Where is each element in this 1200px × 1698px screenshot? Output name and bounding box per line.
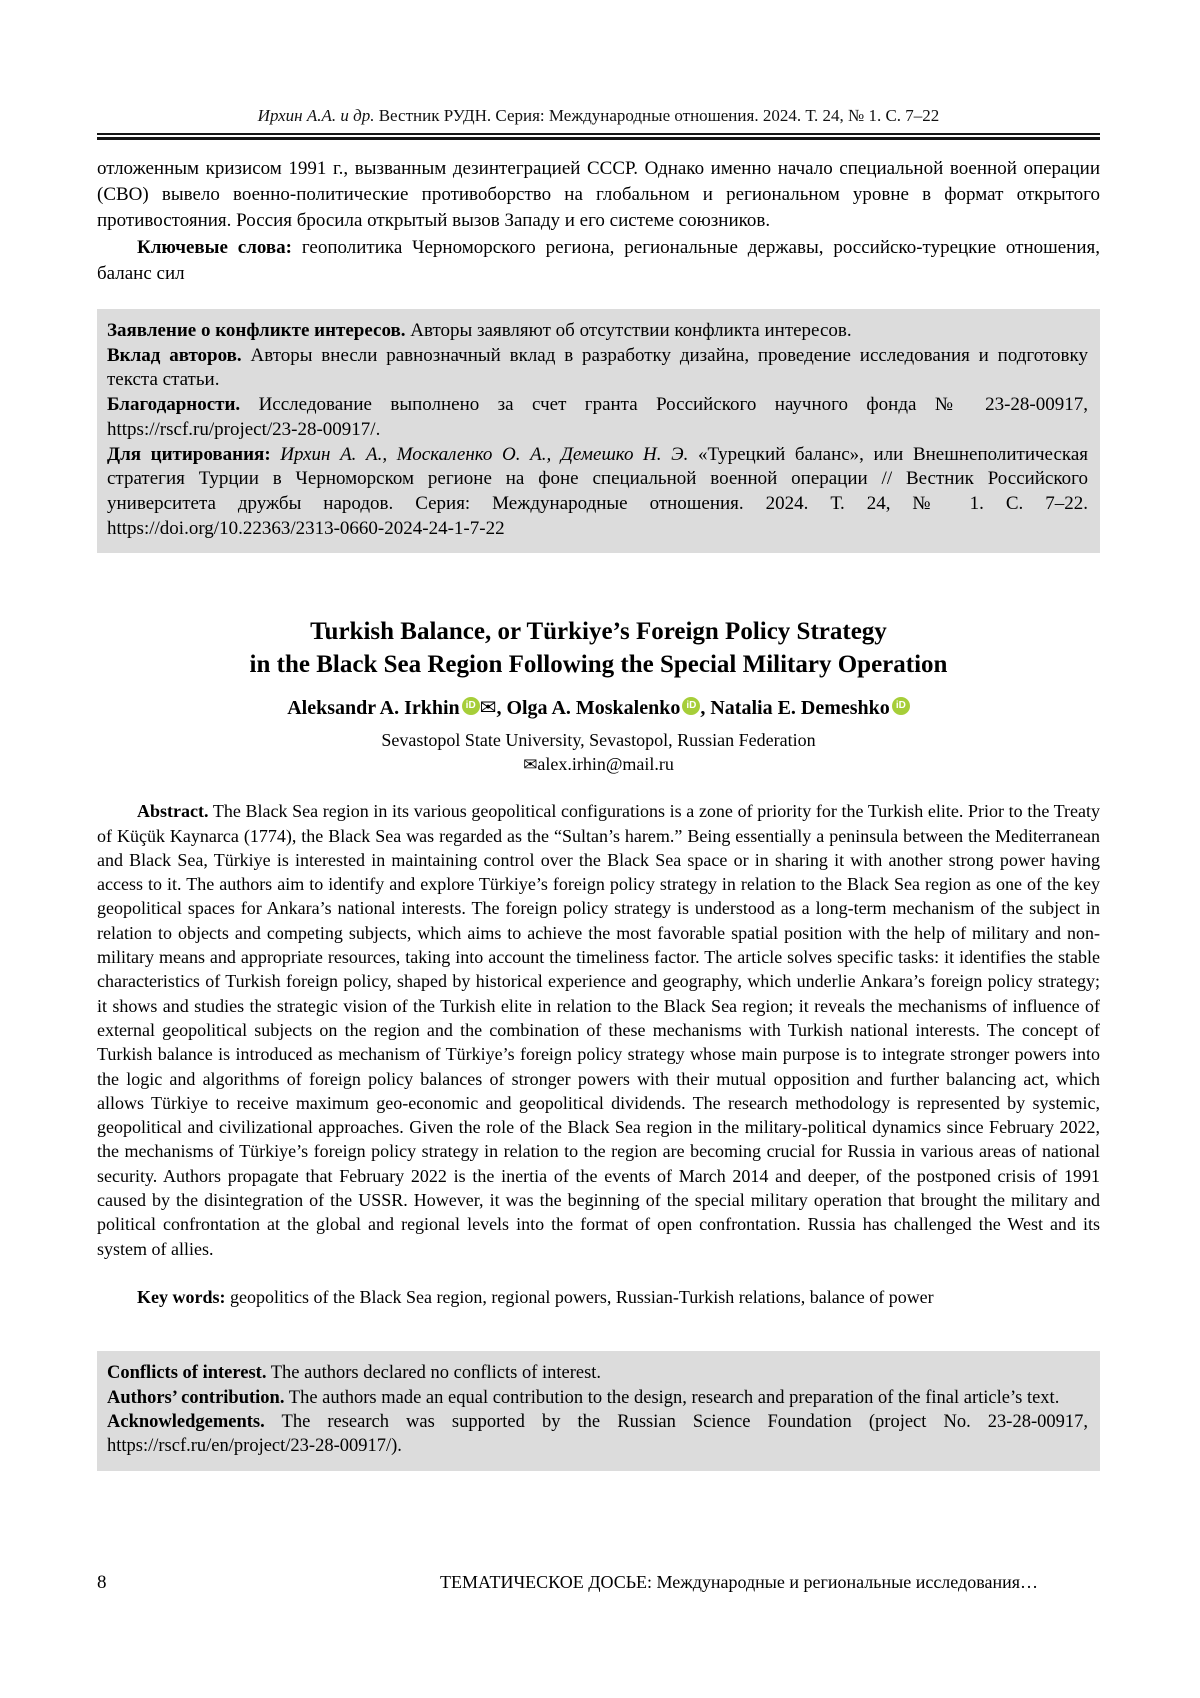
conflict-label-en: Conflicts of interest.	[107, 1363, 267, 1384]
conflict-text-ru: Авторы заявляют об отсутствии конфликта интересов.	[405, 320, 852, 342]
orcid-icon	[462, 697, 480, 715]
keywords-ru-label: Ключевые слова:	[137, 236, 292, 258]
author-name: Aleksandr A. Irkhin	[287, 697, 460, 720]
abstract-label: Abstract.	[137, 801, 209, 822]
citation-statement-ru	[107, 443, 1088, 542]
contribution-text-en: The authors made an equal contribution to the design, research and preparation of the final article’s text.	[284, 1387, 1060, 1408]
orcid-icon-label: iD	[895, 700, 906, 712]
citation-authors-ru: Ирхин А. А., Москаленко О. А., Демешко Н. Э.	[270, 443, 689, 465]
acknowledgements-label-en: Acknowledgements.	[107, 1412, 265, 1433]
intro-paragraph: отложенным кризисом 1991 г., вызванным дезинтеграцией СССР. Однако именно начало специальной военной операции (СВО) вывело военно-политические противоборство на глобальном и региональном уровне в формат открытого противостояния. Россия бросила открытый вызов Западу и его системе союзников.	[97, 158, 1100, 232]
keywords-en-paragraph	[97, 1285, 1100, 1309]
running-header-journal-ref: Вестник РУДН. Серия: Международные отношения. 2024. Т. 24, № 1. С. 7–22	[378, 106, 940, 125]
article-title-line1: Turkish Balance, or Türkiye’s Foreign Policy Strategy	[310, 618, 887, 646]
authors-line	[97, 695, 1100, 720]
author-irkhin	[287, 697, 496, 719]
meta-box-en	[97, 1351, 1100, 1471]
running-header	[97, 106, 1100, 126]
page-number: 8	[97, 1572, 107, 1593]
keywords-ru-text: геополитика Черноморского региона, региональные державы, российско-турецкие отношения, баланс сил	[97, 236, 1100, 284]
authors-separator: ,	[700, 697, 711, 720]
conflict-statement-en	[107, 1361, 1088, 1385]
author-name: Olga A. Moskalenko	[506, 697, 681, 720]
header-divider	[97, 133, 1100, 140]
email-icon: ✉	[479, 695, 497, 720]
author-demeshko	[710, 697, 909, 719]
orcid-icon	[682, 697, 700, 715]
author-name: Natalia E. Demeshko	[710, 697, 890, 720]
orcid-icon-label: iD	[465, 700, 476, 712]
article-title	[97, 615, 1100, 681]
contribution-text-ru: Авторы внесли равнозначный вклад в разработку дизайна, проведение исследования и подготовку текста статьи.	[107, 344, 1088, 391]
conflict-text-en: The authors declared no conflicts of interest.	[266, 1363, 602, 1384]
citation-text-ru: «Турецкий баланс», или Внешнеполитическая стратегия Турции в Черноморском регионе на фоне специальной военной операции // Вестник Российского университета дружбы народов. Серия: Международные отношения. 2024. Т. 24, № 1. С. 7–22. https://doi.org/10.22363/2313-0660-2024-24-1-7-22	[107, 443, 1089, 539]
conflict-label-ru: Заявление о конфликте интересов.	[107, 320, 406, 342]
meta-box-ru	[97, 309, 1100, 553]
authors-separator: ,	[496, 697, 507, 720]
keywords-en-label: Key words:	[137, 1286, 226, 1307]
acknowledgements-statement-en	[107, 1410, 1088, 1459]
contribution-label-ru: Вклад авторов.	[107, 344, 242, 366]
page-footer	[97, 1572, 1100, 1594]
orcid-icon-label: iD	[686, 700, 697, 712]
email-line	[97, 754, 1100, 775]
keywords-ru-paragraph	[97, 235, 1100, 287]
acknowledgements-text-ru: Исследование выполнено за счет гранта Российского научного фонда № 23-28-00917, https://rscf.ru/project/23-28-00917/.	[107, 394, 1088, 440]
acknowledgements-label-ru: Благодарности.	[107, 394, 241, 416]
article-title-line2: in the Black Sea Region Following the Special Military Operation	[249, 651, 948, 679]
affiliation: Sevastopol State University, Sevastopol, Russian Federation	[381, 730, 816, 751]
email-icon: ✉	[523, 755, 538, 776]
running-header-authors: Ирхин А.А. и др.	[257, 106, 379, 125]
keywords-en-text: geopolitics of the Black Sea region, regional powers, Russian-Turkish relations, balance of power	[225, 1286, 934, 1307]
abstract-paragraph	[97, 799, 1100, 1261]
acknowledgements-text-en: The research was supported by the Russian Science Foundation (project No. 23-28-00917, https://rscf.ru/en/project/23-28-00917/).	[107, 1412, 1088, 1457]
email-address: alex.irhin@mail.ru	[537, 754, 674, 775]
acknowledgements-statement-ru	[107, 393, 1088, 442]
abstract-text: The Black Sea region in its various geopolitical configurations is a zone of priority for the Turkish elite. Prior to the Treaty of Küçük Kaynarca (1774), the Black Sea was regarded as the “Sultan’s harem.” Being essentially a peninsula between the Mediterranean and Black Sea, Türkiye is interested in maintaining control over the Black Sea space or in sharing it with another strong power having access to it. The authors aim to identify and explore Türkiye’s foreign policy strategy in relation to the Black Sea region as one of the key geopolitical spaces for Ankara’s national interests. The foreign policy strategy is understood as a long-term mechanism of the subject in relation to objects and competing subjects, which aims to achieve the most favorable spatial position with the help of military and non-military means and appropriate resources, taking into account the timeliness factor. The article solves specific tasks: it identifies the stable characteristics of Turkish foreign policy, shaped by historical experience and geography, which underlie Ankara’s foreign policy strategy; it shows and studies the strategic vision of the Turkish elite in relation to the Black Sea region; it reveals the mechanisms of influence of external geopolitical subjects on the region and the combination of these mechanisms with Turkish national interests. The concept of Turkish balance is introduced as mechanism of Türkiye’s foreign policy strategy whose main purpose is to integrate stronger powers into the logic and algorithms of foreign policy balances of stronger powers with their mutual opposition and further balancing act, which allows Türkiye to receive maximum geo-economic and geopolitical dividends. The research methodology is represented by systemic, geopolitical and civilizational approaches. Given the role of the Black Sea region in the military-political dynamics since February 2022, the mechanisms of Türkiye’s foreign policy strategy in relation to the region are becoming crucial for Russia in various areas of national security. Authors propagate that February 2022 is the inertia of the events of March 2014 and deeper, of the postponed crisis of 1991 caused by the disintegration of the USSR. However, it was the beginning of the special military operation that brought the military and political confrontation at the global and regional levels into the format of open confrontation. Russia has challenged the West and its system of allies.	[97, 801, 1100, 1259]
contribution-statement-en	[107, 1386, 1088, 1410]
contribution-label-en: Authors’ contribution.	[107, 1387, 285, 1408]
orcid-icon	[892, 697, 910, 715]
citation-label-ru: Для цитирования:	[107, 443, 271, 465]
contribution-statement-ru	[107, 344, 1088, 393]
running-footer-title: ТЕМАТИЧЕСКОЕ ДОСЬЕ: Международные и региональные исследования…	[440, 1572, 1038, 1592]
author-moskalenko	[506, 697, 700, 719]
conflict-statement-ru	[107, 319, 1088, 344]
